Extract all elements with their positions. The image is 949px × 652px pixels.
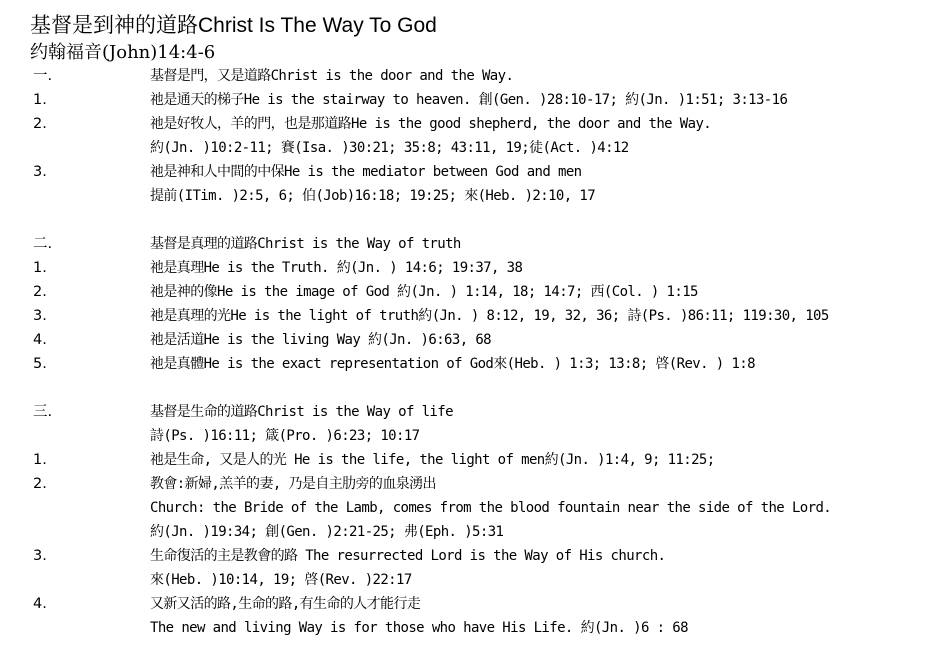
outline-text: 祂是真理He is the Truth. 約(Jn. ) 14:6; 19:37, 38 xyxy=(150,260,523,276)
outline-row xyxy=(0,256,949,280)
outline-row xyxy=(0,304,949,328)
outline-text: The new and living Way is for those who have His Life. 約(Jn. )6 : 68 xyxy=(150,620,688,636)
outline-text: 祂是生命, 又是人的光 He is the life, the light of men約(Jn. )1:4, 9; 11:25; xyxy=(150,452,715,468)
outline-row xyxy=(0,184,949,208)
outline-number: 1. xyxy=(33,92,47,108)
outline-text: 祂是神和人中間的中保He is the mediator between God and men xyxy=(150,164,582,180)
outline-number: 2. xyxy=(33,284,47,300)
outline-text: 祂是神的像He is the image of God 約(Jn. ) 1:14, 18; 14:7; 西(Col. ) 1:15 xyxy=(150,284,698,300)
outline-text: 提前(ITim. )2:5, 6; 伯(Job)16:18; 19:25; 來(Heb. )2:10, 17 xyxy=(150,188,596,204)
outline-number: 3. xyxy=(33,308,47,324)
outline-text: 祂是活道He is the living Way 約(Jn. )6:63, 68 xyxy=(150,332,492,348)
outline-text: 教會:新婦,羔羊的妻, 乃是自主肋旁的血泉湧出 xyxy=(150,476,436,492)
outline-list xyxy=(0,64,949,640)
outline-number: 一. xyxy=(33,68,53,84)
outline-text: 基督是門，又是道路Christ is the door and the Way. xyxy=(150,68,514,84)
outline-row xyxy=(0,448,949,472)
outline-row xyxy=(0,376,949,400)
outline-row xyxy=(0,496,949,520)
outline-number: 5. xyxy=(33,356,47,372)
outline-text: 詩(Ps. )16:11; 箴(Pro. )6:23; 10:17 xyxy=(150,428,420,444)
outline-number: 1. xyxy=(33,452,47,468)
outline-text: 祂是真理的光He is the light of truth約(Jn. ) 8:12, 19, 32, 36; 詩(Ps. )86:11; 119:30, 105 xyxy=(150,308,829,324)
outline-row xyxy=(0,352,949,376)
outline-row xyxy=(0,208,949,232)
outline-number: 三. xyxy=(33,404,53,420)
outline-text: 基督是真理的道路Christ is the Way of truth xyxy=(150,236,461,252)
outline-row xyxy=(0,424,949,448)
outline-text: 祂是真體He is the exact representation of God來(Heb. ) 1:3; 13:8; 啓(Rev. ) 1:8 xyxy=(150,356,755,372)
outline-text: 基督是生命的道路Christ is the Way of life xyxy=(150,404,453,420)
outline-number: 2. xyxy=(33,476,47,492)
outline-row xyxy=(0,328,949,352)
outline-row xyxy=(0,112,949,136)
outline-row xyxy=(0,400,949,424)
outline-text: 生命復活的主是教會的路 The resurrected Lord is the Way of His church. xyxy=(150,548,666,564)
outline-number: 3. xyxy=(33,164,47,180)
outline-number: 2. xyxy=(33,116,47,132)
outline-row xyxy=(0,472,949,496)
outline-text: Church: the Bride of the Lamb, comes from the blood fountain near the side of the Lord. xyxy=(150,500,832,516)
page-title: 基督是到神的道路Christ Is The Way To God xyxy=(30,14,437,37)
scripture-reference: 约翰福音(John)14:4-6 xyxy=(30,42,216,63)
outline-number: 1. xyxy=(33,260,47,276)
outline-row xyxy=(0,568,949,592)
outline-number: 二. xyxy=(33,236,53,252)
outline-row xyxy=(0,136,949,160)
outline-row xyxy=(0,232,949,256)
outline-text: 約(Jn. )19:34; 創(Gen. )2:21-25; 弗(Eph. )5:31 xyxy=(150,524,504,540)
outline-row xyxy=(0,88,949,112)
outline-row xyxy=(0,616,949,640)
outline-text: 約(Jn. )10:2-11; 賽(Isa. )30:21; 35:8; 43:11, 19;徒(Act. )4:12 xyxy=(150,140,629,156)
outline-row xyxy=(0,280,949,304)
outline-row xyxy=(0,544,949,568)
outline-row xyxy=(0,592,949,616)
outline-number: 4. xyxy=(33,596,47,612)
outline-row xyxy=(0,160,949,184)
outline-row xyxy=(0,520,949,544)
outline-text: 祂是好牧人，羊的門，也是那道路He is the good shepherd, the door and the Way. xyxy=(150,116,712,132)
outline-text: 祂是通天的梯子He is the stairway to heaven. 創(Gen. )28:10-17; 約(Jn. )1:51; 3:13-16 xyxy=(150,92,788,108)
outline-row xyxy=(0,64,949,88)
outline-number: 3. xyxy=(33,548,47,564)
outline-text: 又新又活的路,生命的路,有生命的人才能行走 xyxy=(150,596,421,612)
outline-number: 4. xyxy=(33,332,47,348)
outline-text: 來(Heb. )10:14, 19; 啓(Rev. )22:17 xyxy=(150,572,412,588)
